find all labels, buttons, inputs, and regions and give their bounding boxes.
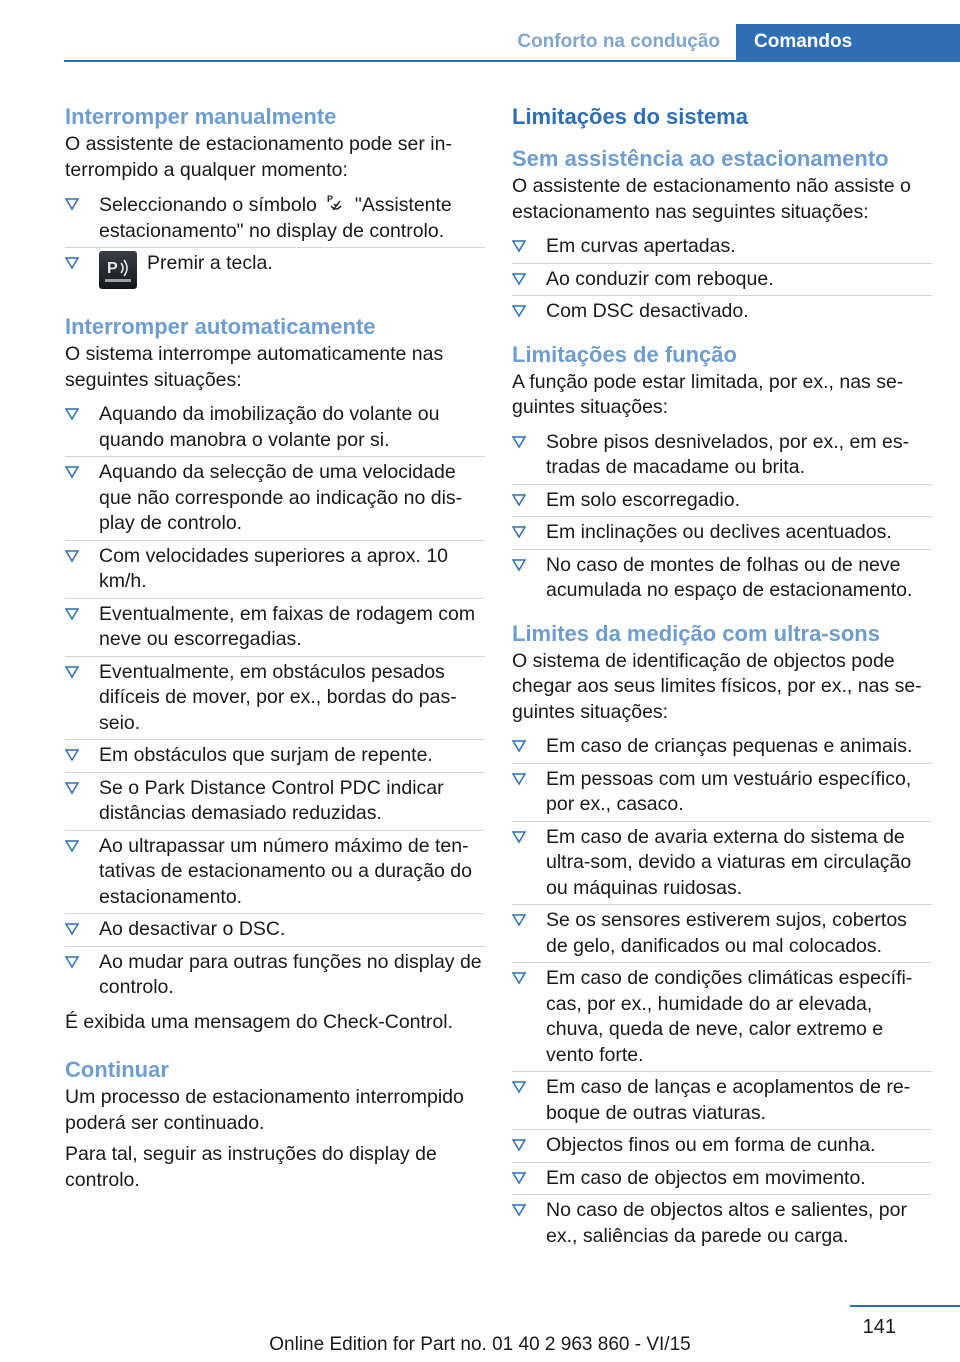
- triangle-bullet-icon: [512, 830, 526, 844]
- list-item-text: No caso de objectos altos e salientes, por ex., saliências da parede ou carga.: [546, 1199, 907, 1247]
- button-row: [99, 251, 485, 289]
- park-assistant-icon: [325, 192, 347, 214]
- list-item: [512, 1129, 932, 1162]
- triangle-bullet-icon: [65, 197, 79, 211]
- heading-limites-ultrassons: Limites da medição com ultra-sons: [512, 620, 880, 646]
- triangle-bullet-icon: [512, 239, 526, 253]
- list-item: [512, 1071, 932, 1129]
- list-item-text: Ao ultrapassar um número máximo de ten‐tativas de estacionamento ou a duração do estacionamento.: [99, 834, 472, 908]
- list-item: [65, 739, 485, 772]
- list-item: [65, 540, 485, 598]
- list-item-text: Aquando da imobilização do volante ou quando manobra o volante por si.: [99, 403, 440, 451]
- list-item-text: Com DSC desactivado.: [546, 300, 749, 322]
- triangle-bullet-icon: [512, 525, 526, 539]
- heading-interromper-automaticamente: Interromper automaticamente: [65, 314, 376, 339]
- list-item: [512, 231, 932, 263]
- paragraph: É exibida uma mensagem do Check-Control.: [65, 1010, 454, 1033]
- triangle-bullet-icon: [512, 493, 526, 507]
- list-item: [65, 946, 485, 1004]
- list-item: [512, 427, 932, 484]
- list-item: [512, 763, 932, 821]
- triangle-bullet-icon: [512, 272, 526, 286]
- list-item: [512, 904, 932, 962]
- paragraph: O sistema interrompe automaticamente nas seguintes situações:: [65, 343, 444, 391]
- heading-limitacoes-funcao: Limitações de função: [512, 341, 737, 367]
- svg-text:P: P: [107, 260, 118, 277]
- triangle-bullet-icon: [65, 665, 79, 679]
- right-column: [512, 100, 932, 1258]
- list-item-text: Sobre pisos desnivelados, por ex., em es‐tradas de macadame ou brita.: [546, 430, 910, 478]
- triangle-bullet-icon: [65, 781, 79, 795]
- bullet-list: [65, 189, 485, 292]
- park-assist-button-icon[interactable]: [99, 251, 137, 289]
- list-item-text: No caso de montes de folhas ou de neve acumulada no espaço de estacionamento.: [546, 553, 913, 601]
- list-item: [512, 484, 932, 517]
- triangle-bullet-icon: [512, 1138, 526, 1152]
- list-item-text: Em pessoas com um vestuário específico, por ex., casaco.: [546, 767, 912, 815]
- list-item-text: Aquando da selecção de uma velocidade que não corresponde ao indicação no dis‐play de controlo.: [99, 461, 463, 534]
- page-header: [0, 0, 960, 62]
- list-item: [512, 263, 932, 296]
- svg-text:P: P: [326, 194, 333, 204]
- list-item: [65, 456, 485, 540]
- list-item: [65, 772, 485, 830]
- list-item-text: Em caso de lanças e acoplamentos de re‐boque de outras viaturas.: [546, 1076, 911, 1124]
- triangle-bullet-icon: [65, 839, 79, 853]
- header-rule: [64, 60, 960, 62]
- section-tab[interactable]: Conforto na condução: [517, 31, 720, 52]
- left-column: [65, 100, 485, 1199]
- list-item: [65, 913, 485, 946]
- list-item: [65, 399, 485, 456]
- chapter-tab[interactable]: Comandos: [736, 24, 960, 62]
- paragraph: O assistente de estacionamento não assiste o estacionamento nas seguintes situações:: [512, 175, 911, 223]
- list-item-text: Se os sensores estiverem sujos, cobertos de gelo, danificados ou mal colocados.: [546, 909, 907, 957]
- bullet-list: [65, 399, 485, 1004]
- list-item: [65, 189, 485, 247]
- triangle-bullet-icon: [65, 955, 79, 969]
- list-item: [65, 830, 485, 914]
- triangle-bullet-icon: [65, 607, 79, 621]
- triangle-bullet-icon: [512, 558, 526, 572]
- triangle-bullet-icon: [512, 1080, 526, 1094]
- edition-note: Online Edition for Part no. 01 40 2 963 860 - VI/15: [269, 1334, 691, 1355]
- list-item-text: Em obstáculos que surjam de repente.: [99, 744, 433, 766]
- list-item-text: Em caso de crianças pequenas e animais.: [546, 735, 913, 757]
- list-item-text: Se o Park Distance Control PDC indicar distâncias demasiado reduzidas.: [99, 776, 444, 824]
- list-item-text: Com velocidades superiores a aprox. 10 km/h.: [99, 544, 449, 592]
- triangle-bullet-icon: [512, 435, 526, 449]
- list-item: [512, 731, 932, 763]
- paragraph: Um processo de estacionamento interrompido poderá ser continuado.: [65, 1086, 464, 1134]
- list-item-text: Eventualmente, em faixas de rodagem com neve ou escorregadias.: [99, 602, 476, 650]
- triangle-bullet-icon: [512, 913, 526, 927]
- list-item: [512, 962, 932, 1071]
- triangle-bullet-icon: [65, 549, 79, 563]
- heading-sem-assistencia: Sem assistência ao estacionamento: [512, 146, 889, 171]
- list-item-text: Seleccionando o símbolo: [99, 194, 317, 216]
- paragraph: A função pode estar limitada, por ex., nas se‐guintes situações:: [512, 370, 904, 418]
- list-item-text: Em caso de condições climáticas específi‐cas, por ex., humidade do ar elevada, chuva, queda de neve, calor extremo e vento forte.: [546, 967, 913, 1066]
- bullet-list: [512, 231, 932, 328]
- list-item: [512, 821, 932, 905]
- list-item-text: Em solo escorregadio.: [546, 488, 741, 511]
- list-item: [65, 656, 485, 740]
- list-item-text: Em caso de objectos em movimento.: [546, 1166, 866, 1189]
- header-tabs: [501, 24, 960, 62]
- list-item-text: "Assistente estacionamento" no display de controlo.: [99, 194, 452, 242]
- triangle-bullet-icon: [65, 748, 79, 762]
- list-item-text: Em curvas apertadas.: [546, 235, 736, 257]
- list-item: [512, 1162, 932, 1195]
- heading-interromper-manualmente: Interromper manualmente: [65, 104, 337, 129]
- triangle-bullet-icon: [65, 922, 79, 936]
- paragraph: O assistente de estacionamento pode ser in‐terrompido a qualquer momento:: [65, 133, 452, 181]
- list-item-text: Objectos finos ou em forma de cunha.: [546, 1134, 876, 1156]
- list-item: [65, 247, 485, 292]
- list-item-text: Em inclinações ou declives acentuados.: [546, 521, 892, 543]
- page-number: 141: [862, 1316, 896, 1338]
- paragraph: O sistema de identificação de objectos pode chegar aos seus limites físicos, por ex., nas se‐guintes situações:: [512, 649, 922, 723]
- list-item: [512, 549, 932, 607]
- triangle-bullet-icon: [512, 1171, 526, 1185]
- list-item: [65, 598, 485, 656]
- heading-continuar: Continuar: [65, 1057, 169, 1082]
- paragraph: Para tal, seguir as instruções do display de controlo.: [65, 1143, 437, 1191]
- list-item-text: Em caso de avaria externa do sistema de ultra-som, devido a viaturas em circulação ou máquinas ruidosas.: [546, 825, 912, 899]
- bullet-list: [512, 427, 932, 607]
- triangle-bullet-icon: [512, 772, 526, 786]
- bullet-list: [512, 731, 932, 1252]
- list-item-text: Ao desactivar o DSC.: [99, 918, 286, 940]
- list-item-text: Ao mudar para outras funções no display de controlo.: [99, 950, 482, 998]
- triangle-bullet-icon: [65, 465, 79, 479]
- triangle-bullet-icon: [512, 971, 526, 985]
- list-item: [512, 1194, 932, 1252]
- triangle-bullet-icon: [65, 407, 79, 421]
- triangle-bullet-icon: [512, 739, 526, 753]
- heading-limitacoes-sistema: Limitações do sistema: [512, 104, 748, 129]
- footer-rule: [850, 1305, 960, 1307]
- list-item-text: Premir a tecla.: [147, 252, 273, 274]
- list-item: [512, 295, 932, 328]
- triangle-bullet-icon: [512, 304, 526, 318]
- triangle-bullet-icon: [65, 256, 79, 270]
- list-item: [512, 516, 932, 549]
- list-item-text: Ao conduzir com reboque.: [546, 267, 774, 290]
- triangle-bullet-icon: [512, 1203, 526, 1217]
- list-item-text: Eventualmente, em obstáculos pesados difíceis de mover, por ex., bordas do pas‐seio.: [99, 660, 457, 734]
